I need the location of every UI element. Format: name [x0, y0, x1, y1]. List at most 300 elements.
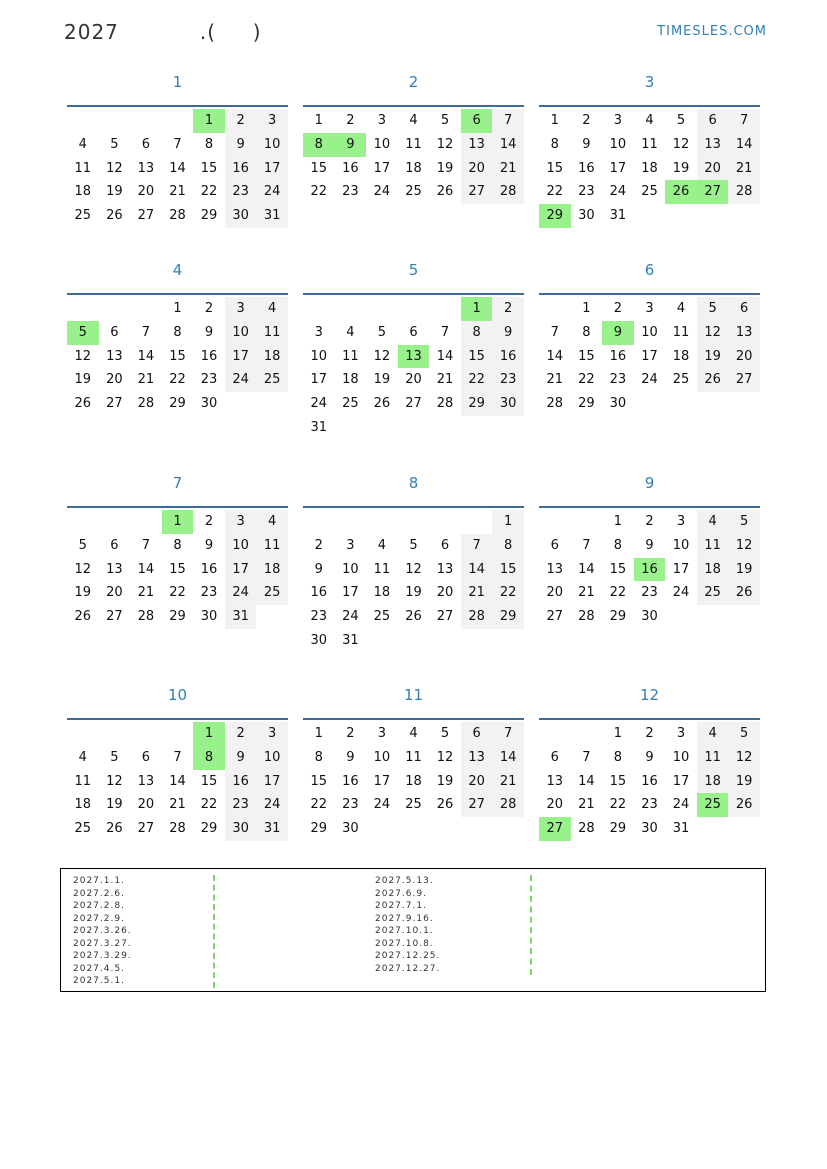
day-cell[interactable]: 29	[609, 821, 627, 837]
day-cell[interactable]: 27	[728, 368, 760, 392]
day-cell[interactable]: 7	[492, 109, 524, 133]
day-cell[interactable]: 25	[405, 184, 422, 200]
day-cell[interactable]: 4	[346, 324, 355, 340]
holiday-cell[interactable]: 1	[162, 510, 194, 534]
day-cell[interactable]: 7	[173, 136, 182, 152]
day-cell[interactable]: 29	[609, 609, 627, 625]
day-cell[interactable]: 3	[225, 297, 257, 321]
day-cell[interactable]: 10	[373, 749, 391, 765]
day-cell[interactable]: 16	[578, 160, 595, 176]
day-cell[interactable]: 18	[342, 372, 359, 388]
day-cell[interactable]: 21	[137, 585, 155, 601]
day-cell[interactable]: 31	[310, 419, 328, 435]
day-cell[interactable]: 18	[641, 160, 658, 176]
day-cell[interactable]: 15	[169, 348, 186, 364]
day-cell[interactable]: 22	[461, 368, 493, 392]
day-cell[interactable]: 3	[314, 324, 323, 340]
day-cell[interactable]: 5	[440, 726, 450, 741]
day-cell[interactable]: 21	[461, 581, 493, 605]
day-cell[interactable]: 23	[641, 797, 658, 813]
day-cell[interactable]: 12	[405, 561, 422, 577]
day-cell[interactable]: 23	[200, 372, 218, 388]
day-cell[interactable]: 12	[728, 746, 760, 770]
day-cell[interactable]: 14	[578, 773, 595, 789]
day-cell[interactable]: 29	[578, 396, 595, 412]
day-cell[interactable]: 14	[492, 746, 524, 770]
day-cell[interactable]: 12	[436, 136, 454, 152]
day-cell[interactable]: 3	[377, 726, 387, 741]
day-cell[interactable]: 4	[78, 749, 87, 765]
day-cell[interactable]: 2	[492, 297, 524, 321]
day-cell[interactable]: 8	[492, 534, 524, 558]
day-cell[interactable]: 23	[578, 184, 595, 200]
day-cell[interactable]: 20	[546, 585, 564, 601]
day-cell[interactable]: 15	[546, 160, 564, 176]
day-cell[interactable]: 15	[200, 160, 218, 176]
day-cell[interactable]: 24	[641, 372, 658, 388]
day-cell[interactable]: 5	[728, 510, 760, 534]
day-cell[interactable]: 7	[440, 324, 450, 340]
day-cell[interactable]: 24	[373, 184, 391, 200]
day-cell[interactable]: 27	[137, 208, 155, 224]
day-cell[interactable]: 23	[225, 180, 257, 204]
day-cell[interactable]: 26	[74, 609, 92, 625]
holiday-cell[interactable]: 1	[193, 722, 225, 746]
day-cell[interactable]: 25	[342, 396, 359, 412]
day-cell[interactable]: 19	[728, 558, 760, 582]
day-cell[interactable]: 30	[200, 396, 218, 412]
day-cell[interactable]: 3	[676, 726, 686, 741]
day-cell[interactable]: 28	[578, 821, 595, 837]
day-cell[interactable]: 6	[697, 109, 729, 133]
day-cell[interactable]: 19	[74, 372, 92, 388]
day-cell[interactable]: 13	[461, 746, 493, 770]
day-cell[interactable]: 9	[346, 749, 355, 765]
day-cell[interactable]: 27	[137, 821, 155, 837]
day-cell[interactable]: 4	[697, 510, 729, 534]
day-cell[interactable]: 29	[310, 821, 328, 837]
day-cell[interactable]: 6	[110, 537, 119, 553]
day-cell[interactable]: 20	[697, 157, 729, 181]
day-cell[interactable]: 25	[256, 368, 288, 392]
holiday-cell[interactable]: 8	[193, 746, 225, 770]
day-cell[interactable]: 1	[550, 113, 559, 128]
day-cell[interactable]: 10	[310, 348, 328, 364]
day-cell[interactable]: 28	[546, 396, 564, 412]
day-cell[interactable]: 12	[106, 773, 123, 789]
day-cell[interactable]: 24	[225, 368, 257, 392]
day-cell[interactable]: 4	[697, 722, 729, 746]
day-cell[interactable]: 21	[492, 770, 524, 794]
day-cell[interactable]: 18	[405, 773, 422, 789]
day-cell[interactable]: 11	[373, 561, 391, 577]
day-cell[interactable]: 25	[641, 184, 658, 200]
day-cell[interactable]: 22	[200, 797, 218, 813]
day-cell[interactable]: 16	[310, 585, 328, 601]
day-cell[interactable]: 15	[578, 348, 595, 364]
day-cell[interactable]: 31	[225, 605, 257, 629]
day-cell[interactable]: 10	[225, 321, 257, 345]
day-cell[interactable]: 14	[137, 348, 155, 364]
day-cell[interactable]: 17	[672, 773, 690, 789]
day-cell[interactable]: 5	[676, 113, 686, 128]
day-cell[interactable]: 17	[373, 160, 391, 176]
day-cell[interactable]: 2	[225, 109, 257, 133]
day-cell[interactable]: 3	[256, 722, 288, 746]
day-cell[interactable]: 26	[373, 396, 391, 412]
holiday-cell[interactable]: 1	[193, 109, 225, 133]
day-cell[interactable]: 29	[169, 609, 186, 625]
day-cell[interactable]: 20	[106, 585, 123, 601]
day-cell[interactable]: 10	[256, 133, 288, 157]
day-cell[interactable]: 1	[314, 113, 323, 128]
day-cell[interactable]: 15	[200, 773, 218, 789]
day-cell[interactable]: 17	[256, 770, 288, 794]
day-cell[interactable]: 23	[225, 793, 257, 817]
day-cell[interactable]: 12	[697, 321, 729, 345]
day-cell[interactable]: 9	[204, 324, 214, 340]
day-cell[interactable]: 9	[204, 537, 214, 553]
day-cell[interactable]: 13	[137, 160, 155, 176]
day-cell[interactable]: 6	[110, 324, 119, 340]
day-cell[interactable]: 21	[436, 372, 454, 388]
day-cell[interactable]: 1	[173, 301, 182, 316]
day-cell[interactable]: 13	[137, 773, 155, 789]
day-cell[interactable]: 30	[578, 208, 595, 224]
day-cell[interactable]: 12	[436, 749, 454, 765]
day-cell[interactable]: 2	[314, 537, 323, 553]
day-cell[interactable]: 27	[436, 609, 454, 625]
day-cell[interactable]: 20	[728, 345, 760, 369]
day-cell[interactable]: 1	[613, 726, 623, 741]
day-cell[interactable]: 7	[141, 324, 151, 340]
day-cell[interactable]: 25	[405, 797, 422, 813]
day-cell[interactable]: 24	[256, 793, 288, 817]
day-cell[interactable]: 14	[137, 561, 155, 577]
day-cell[interactable]: 27	[106, 609, 123, 625]
day-cell[interactable]: 23	[342, 184, 359, 200]
day-cell[interactable]: 17	[256, 157, 288, 181]
day-cell[interactable]: 14	[436, 348, 454, 364]
day-cell[interactable]: 2	[346, 726, 355, 741]
day-cell[interactable]: 19	[106, 797, 123, 813]
day-cell[interactable]: 5	[110, 749, 119, 765]
day-cell[interactable]: 21	[578, 797, 595, 813]
day-cell[interactable]: 27	[461, 793, 493, 817]
day-cell[interactable]: 13	[106, 348, 123, 364]
day-cell[interactable]: 14	[169, 160, 186, 176]
day-cell[interactable]: 15	[310, 160, 328, 176]
day-cell[interactable]: 10	[641, 324, 658, 340]
day-cell[interactable]: 26	[106, 821, 123, 837]
day-cell[interactable]: 10	[672, 749, 690, 765]
day-cell[interactable]: 19	[405, 585, 422, 601]
day-cell[interactable]: 24	[672, 585, 690, 601]
day-cell[interactable]: 18	[256, 345, 288, 369]
day-cell[interactable]: 3	[225, 510, 257, 534]
day-cell[interactable]: 24	[256, 180, 288, 204]
day-cell[interactable]: 8	[173, 537, 182, 553]
day-cell[interactable]: 5	[78, 537, 87, 553]
day-cell[interactable]: 30	[342, 821, 359, 837]
day-cell[interactable]: 5	[440, 113, 450, 128]
day-cell[interactable]: 8	[613, 749, 623, 765]
day-cell[interactable]: 7	[173, 749, 182, 765]
day-cell[interactable]: 2	[225, 722, 257, 746]
brand-logo[interactable]: TIMESLES.COM	[657, 24, 767, 39]
day-cell[interactable]: 28	[169, 821, 186, 837]
day-cell[interactable]: 20	[461, 157, 493, 181]
day-cell[interactable]: 22	[169, 372, 186, 388]
day-cell[interactable]: 18	[697, 770, 729, 794]
day-cell[interactable]: 28	[578, 609, 595, 625]
day-cell[interactable]: 11	[405, 749, 422, 765]
day-cell[interactable]: 10	[672, 537, 690, 553]
day-cell[interactable]: 4	[78, 136, 87, 152]
day-cell[interactable]: 24	[342, 609, 359, 625]
day-cell[interactable]: 30	[641, 609, 658, 625]
day-cell[interactable]: 22	[310, 184, 328, 200]
day-cell[interactable]: 4	[409, 726, 418, 741]
day-cell[interactable]: 3	[377, 113, 387, 128]
day-cell[interactable]: 24	[310, 396, 328, 412]
day-cell[interactable]: 16	[641, 773, 658, 789]
day-cell[interactable]: 4	[256, 297, 288, 321]
day-cell[interactable]: 26	[436, 797, 454, 813]
day-cell[interactable]: 22	[169, 585, 186, 601]
holiday-cell[interactable]: 8	[303, 133, 335, 157]
day-cell[interactable]: 23	[609, 372, 627, 388]
day-cell[interactable]: 9	[645, 749, 654, 765]
day-cell[interactable]: 16	[342, 773, 359, 789]
day-cell[interactable]: 20	[137, 184, 155, 200]
day-cell[interactable]: 31	[672, 821, 690, 837]
holiday-cell[interactable]: 13	[398, 345, 430, 369]
day-cell[interactable]: 27	[546, 609, 564, 625]
day-cell[interactable]: 6	[141, 749, 151, 765]
day-cell[interactable]: 5	[409, 537, 418, 553]
day-cell[interactable]: 21	[546, 372, 564, 388]
day-cell[interactable]: 24	[672, 797, 690, 813]
day-cell[interactable]: 13	[546, 561, 564, 577]
day-cell[interactable]: 14	[169, 773, 186, 789]
day-cell[interactable]: 14	[546, 348, 564, 364]
holiday-cell[interactable]: 25	[697, 793, 729, 817]
day-cell[interactable]: 18	[373, 585, 391, 601]
day-cell[interactable]: 27	[106, 396, 123, 412]
day-cell[interactable]: 3	[256, 109, 288, 133]
day-cell[interactable]: 28	[436, 396, 454, 412]
day-cell[interactable]: 12	[74, 561, 92, 577]
day-cell[interactable]: 22	[310, 797, 328, 813]
day-cell[interactable]: 17	[225, 345, 257, 369]
day-cell[interactable]: 28	[137, 396, 155, 412]
day-cell[interactable]: 25	[697, 581, 729, 605]
day-cell[interactable]: 15	[461, 345, 493, 369]
day-cell[interactable]: 6	[728, 297, 760, 321]
day-cell[interactable]: 4	[377, 537, 387, 553]
day-cell[interactable]: 11	[256, 321, 288, 345]
day-cell[interactable]: 29	[169, 396, 186, 412]
day-cell[interactable]: 6	[550, 749, 559, 765]
day-cell[interactable]: 30	[310, 632, 328, 648]
day-cell[interactable]: 16	[200, 561, 218, 577]
day-cell[interactable]: 30	[641, 821, 658, 837]
day-cell[interactable]: 18	[697, 558, 729, 582]
day-cell[interactable]: 26	[728, 581, 760, 605]
day-cell[interactable]: 17	[373, 773, 391, 789]
day-cell[interactable]: 25	[672, 372, 690, 388]
day-cell[interactable]: 9	[582, 136, 591, 152]
day-cell[interactable]: 20	[405, 372, 422, 388]
day-cell[interactable]: 7	[728, 109, 760, 133]
day-cell[interactable]: 14	[461, 558, 493, 582]
day-cell[interactable]: 11	[74, 160, 92, 176]
day-cell[interactable]: 21	[137, 372, 155, 388]
day-cell[interactable]: 22	[200, 184, 218, 200]
day-cell[interactable]: 28	[137, 609, 155, 625]
day-cell[interactable]: 18	[74, 184, 92, 200]
day-cell[interactable]: 4	[256, 510, 288, 534]
day-cell[interactable]: 15	[310, 773, 328, 789]
day-cell[interactable]: 27	[461, 180, 493, 204]
day-cell[interactable]: 11	[405, 136, 422, 152]
day-cell[interactable]: 7	[582, 749, 591, 765]
day-cell[interactable]: 9	[225, 746, 257, 770]
holiday-cell[interactable]: 5	[67, 321, 99, 345]
day-cell[interactable]: 12	[672, 136, 690, 152]
day-cell[interactable]: 24	[609, 184, 627, 200]
day-cell[interactable]: 20	[137, 797, 155, 813]
day-cell[interactable]: 13	[461, 133, 493, 157]
day-cell[interactable]: 17	[342, 585, 359, 601]
day-cell[interactable]: 15	[169, 561, 186, 577]
day-cell[interactable]: 3	[613, 113, 623, 128]
day-cell[interactable]: 9	[314, 561, 323, 577]
day-cell[interactable]: 25	[373, 609, 391, 625]
holiday-cell[interactable]: 27	[539, 817, 571, 841]
day-cell[interactable]: 4	[676, 301, 686, 316]
day-cell[interactable]: 20	[436, 585, 454, 601]
day-cell[interactable]: 2	[645, 726, 654, 741]
day-cell[interactable]: 29	[200, 821, 218, 837]
day-cell[interactable]: 12	[106, 160, 123, 176]
day-cell[interactable]: 19	[106, 184, 123, 200]
day-cell[interactable]: 1	[582, 301, 591, 316]
day-cell[interactable]: 6	[461, 722, 493, 746]
day-cell[interactable]: 2	[645, 514, 654, 529]
day-cell[interactable]: 18	[405, 160, 422, 176]
day-cell[interactable]: 11	[342, 348, 359, 364]
day-cell[interactable]: 14	[578, 561, 595, 577]
day-cell[interactable]: 19	[373, 372, 391, 388]
day-cell[interactable]: 10	[373, 136, 391, 152]
day-cell[interactable]: 6	[409, 324, 418, 340]
day-cell[interactable]: 1	[492, 510, 524, 534]
day-cell[interactable]: 17	[310, 372, 328, 388]
day-cell[interactable]: 5	[728, 722, 760, 746]
day-cell[interactable]: 30	[225, 204, 257, 228]
day-cell[interactable]: 8	[314, 749, 323, 765]
day-cell[interactable]: 25	[74, 821, 92, 837]
day-cell[interactable]: 22	[492, 581, 524, 605]
day-cell[interactable]: 17	[225, 558, 257, 582]
day-cell[interactable]: 3	[645, 301, 654, 316]
day-cell[interactable]: 8	[204, 136, 214, 152]
holiday-cell[interactable]: 6	[461, 109, 493, 133]
day-cell[interactable]: 28	[728, 180, 760, 204]
day-cell[interactable]: 14	[728, 133, 760, 157]
day-cell[interactable]: 13	[728, 321, 760, 345]
day-cell[interactable]: 7	[461, 534, 493, 558]
day-cell[interactable]: 26	[728, 793, 760, 817]
day-cell[interactable]: 21	[169, 797, 186, 813]
day-cell[interactable]: 26	[74, 396, 92, 412]
day-cell[interactable]: 8	[173, 324, 182, 340]
day-cell[interactable]: 23	[310, 609, 328, 625]
day-cell[interactable]: 5	[697, 297, 729, 321]
day-cell[interactable]: 6	[141, 136, 151, 152]
day-cell[interactable]: 7	[492, 722, 524, 746]
day-cell[interactable]: 10	[342, 561, 359, 577]
day-cell[interactable]: 26	[405, 609, 422, 625]
day-cell[interactable]: 5	[110, 136, 119, 152]
day-cell[interactable]: 2	[582, 113, 591, 128]
day-cell[interactable]: 21	[578, 585, 595, 601]
day-cell[interactable]: 26	[697, 368, 729, 392]
day-cell[interactable]: 2	[346, 113, 355, 128]
holiday-cell[interactable]: 27	[697, 180, 729, 204]
day-cell[interactable]: 5	[377, 324, 387, 340]
holiday-cell[interactable]: 1	[461, 297, 493, 321]
day-cell[interactable]: 4	[645, 113, 654, 128]
day-cell[interactable]: 13	[697, 133, 729, 157]
day-cell[interactable]: 31	[609, 208, 627, 224]
day-cell[interactable]: 16	[492, 345, 524, 369]
day-cell[interactable]: 8	[582, 324, 591, 340]
day-cell[interactable]: 18	[672, 348, 690, 364]
day-cell[interactable]: 17	[609, 160, 627, 176]
day-cell[interactable]: 24	[373, 797, 391, 813]
day-cell[interactable]: 19	[697, 345, 729, 369]
day-cell[interactable]: 11	[672, 324, 690, 340]
day-cell[interactable]: 10	[225, 534, 257, 558]
holiday-cell[interactable]: 16	[634, 558, 666, 582]
day-cell[interactable]: 25	[256, 581, 288, 605]
day-cell[interactable]: 22	[609, 585, 627, 601]
day-cell[interactable]: 3	[346, 537, 355, 553]
day-cell[interactable]: 12	[74, 348, 92, 364]
day-cell[interactable]: 30	[492, 392, 524, 416]
holiday-cell[interactable]: 9	[602, 321, 634, 345]
day-cell[interactable]: 23	[342, 797, 359, 813]
day-cell[interactable]: 21	[728, 157, 760, 181]
holiday-cell[interactable]: 29	[539, 204, 571, 228]
holiday-cell[interactable]: 9	[335, 133, 367, 157]
day-cell[interactable]: 28	[492, 793, 524, 817]
day-cell[interactable]: 19	[672, 160, 690, 176]
day-cell[interactable]: 6	[550, 537, 559, 553]
day-cell[interactable]: 26	[436, 184, 454, 200]
day-cell[interactable]: 15	[492, 558, 524, 582]
day-cell[interactable]: 11	[641, 136, 658, 152]
day-cell[interactable]: 1	[613, 514, 623, 529]
day-cell[interactable]: 20	[106, 372, 123, 388]
day-cell[interactable]: 19	[74, 585, 92, 601]
day-cell[interactable]: 10	[256, 746, 288, 770]
day-cell[interactable]: 2	[204, 514, 214, 529]
day-cell[interactable]: 10	[609, 136, 627, 152]
